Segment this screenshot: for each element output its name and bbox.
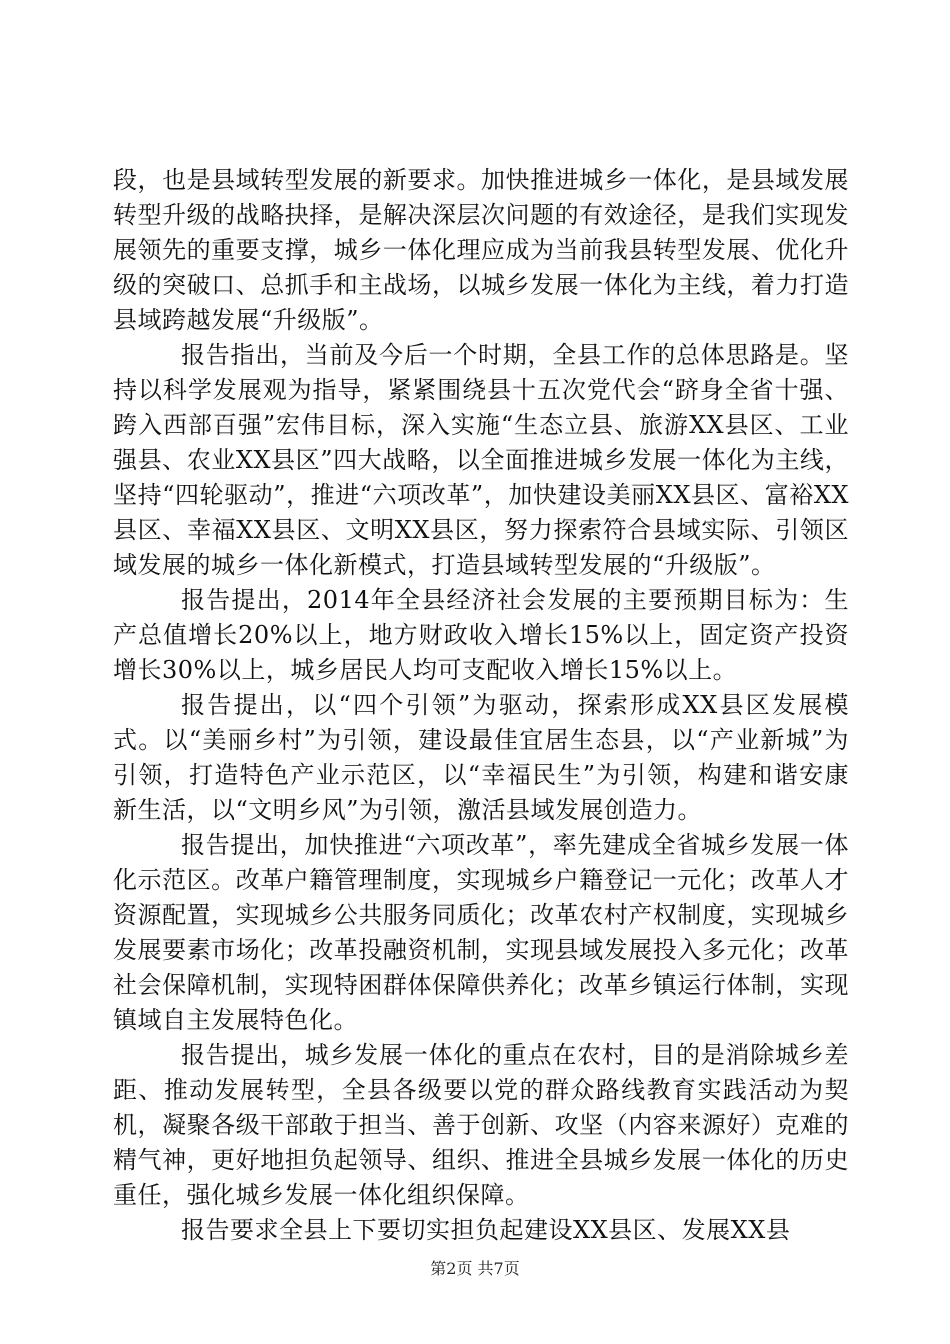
paragraph-6: 报告提出，城乡发展一体化的重点在农村，目的是消除城乡差距、推动发展转型，全县各级要以党的群众路线教育实践活动为契机，凝聚各级干部敢于担当、善于创新、攻坚（内容来源好）克难的精气神，更好地担负起领导、组织、推进全县城乡发展一体化的历史重任，强化城乡发展一体化组织保障。: [113, 1041, 849, 1209]
paragraph-3: 报告提出，2014年全县经济社会发展的主要预期目标为：生产总值增长20%以上，地方财政收入增长15%以上，固定资产投资增长30%以上，城乡居民人均可支配收入增长15%以上。: [113, 586, 849, 684]
paragraph-7: 报告要求全县上下要切实担负起建设XX县区、发展XX县: [181, 1216, 791, 1244]
page-number-label: 第2页 共7页: [430, 1259, 520, 1278]
paragraph-5: 报告提出，加快推进“六项改革”，率先建成全省城乡发展一体化示范区。改革户籍管理制度，实现城乡户籍登记一元化；改革人才资源配置，实现城乡公共服务同质化；改革农村产权制度，实现城乡发展要素市场化；改革投融资机制，实现县域发展投入多元化；改革社会保障机制，实现特困群体保障供养化；改革乡镇运行体制，实现镇域自主发展特色化。: [113, 831, 849, 1034]
document-body: [113, 163, 849, 1248]
paragraph-2: 报告指出，当前及今后一个时期，全县工作的总体思路是。坚持以科学发展观为指导，紧紧围绕县十五次党代会“跻身全省十强、跨入西部百强”宏伟目标，深入实施“生态立县、旅游XX县区、工业强县、农业XX县区”四大战略，以全面推进城乡发展一体化为主线，坚持“四轮驱动”，推进“六项改革”，加快建设美丽XX县区、富裕XX县区、幸福XX县区、文明XX县区，努力探索符合县域实际、引领区域发展的城乡一体化新模式，打造县域转型发展的“升级版”。: [113, 341, 849, 579]
page-footer: [0, 1259, 950, 1279]
paragraph-4: 报告提出，以“四个引领”为驱动，探索形成XX县区发展模式。以“美丽乡村”为引领，建设最佳宜居生态县，以“产业新城”为引领，打造特色产业示范区，以“幸福民生”为引领，构建和谐安康新生活，以“文明乡风”为引领，激活县域发展创造力。: [113, 691, 849, 824]
paragraph-1: 段，也是县域转型发展的新要求。加快推进城乡一体化，是县域发展转型升级的战略抉择，是解决深层次问题的有效途径，是我们实现发展领先的重要支撑，城乡一体化理应成为当前我县转型发展、优化升级的突破口、总抓手和主战场，以城乡发展一体化为主线，着力打造县域跨越发展“升级版”。: [113, 166, 849, 334]
